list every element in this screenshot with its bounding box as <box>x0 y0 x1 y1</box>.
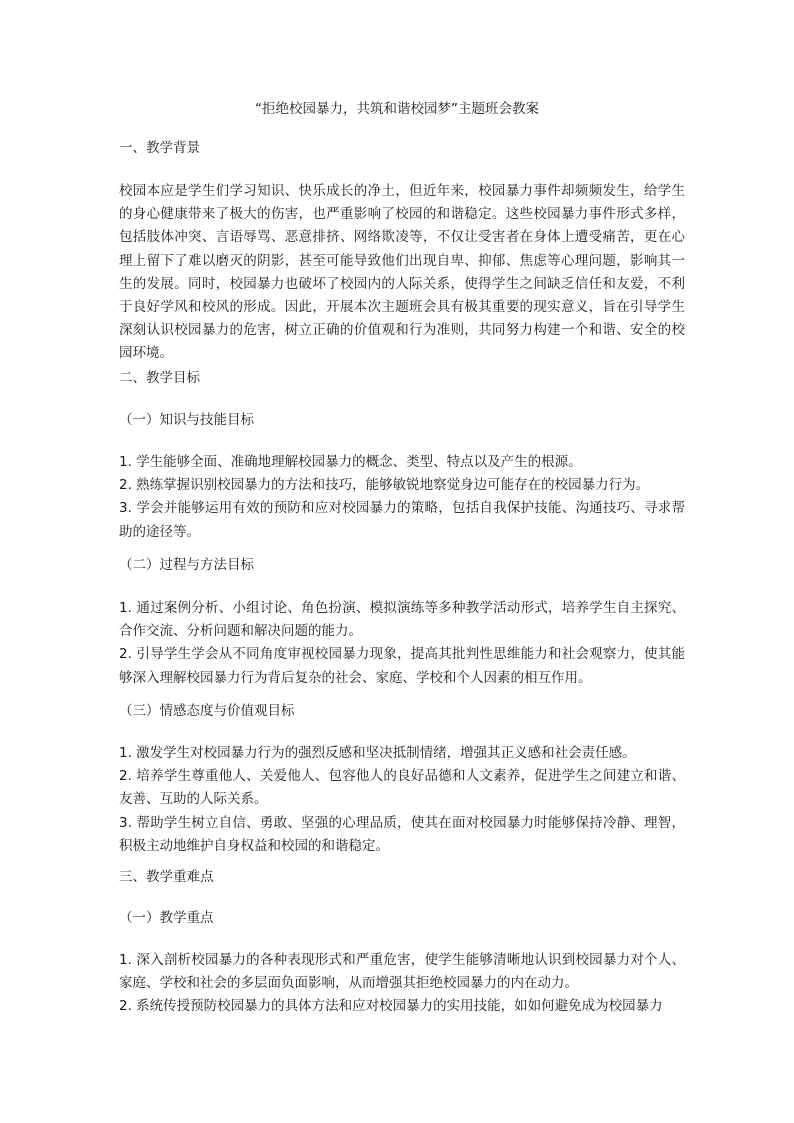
section-3-sub-1-heading: （一）教学重点 <box>119 910 214 926</box>
section-1-heading: 一、教学背景 <box>119 140 200 156</box>
list-item: 2. 系统传授预防校园暴力的具体方法和应对校园暴力的实用技能，如如何避免成为校园暴力 <box>119 998 663 1015</box>
section-3-sub-1-list <box>119 949 685 1019</box>
list-item: 2. 熟练掌握识别校园暴力的方法和技巧，能够敏锐地察觉身边可能存在的校园暴力行为。 <box>119 477 650 494</box>
document-title: “拒绝校园暴力，共筑和谐校园梦”主题班会教案 <box>255 101 539 117</box>
list-item: 3. 学会并能够运用有效的预防和应对校园暴力的策略，包括自我保护技能、沟通技巧、寻求帮助的途径等。 <box>119 500 685 540</box>
section-2-sub-3-heading: （三）情感态度与价值观目标 <box>119 703 295 719</box>
list-item: 3. 帮助学生树立自信、勇敢、坚强的心理品质，使其在面对校园暴力时能够保持冷静、理智，积极主动地维护自身权益和校园的和谐稳定。 <box>119 814 685 854</box>
section-2-sub-2-heading: （二）过程与方法目标 <box>119 557 254 573</box>
section-2-sub-2-list <box>119 597 685 690</box>
list-item: 2. 引导学生学会从不同角度审视校园暴力现象，提高其批判性思维能力和社会观察力，使其能够深入理解校园暴力行为背后复杂的社会、家庭、学校和个人因素的相互作用。 <box>119 646 685 686</box>
list-item: 1. 激发学生对校园暴力行为的强烈反感和坚决抵制情绪，增强其正义感和社会责任感。 <box>119 745 636 761</box>
list-item: 1. 深入剖析校园暴力的各种表现形式和严重危害，使学生能够清晰地认识到校园暴力对个人、家庭、学校和社会的多层面负面影响，从而增强其拒绝校园暴力的内在动力。 <box>119 952 685 992</box>
list-item: 1. 通过案例分析、小组讨论、角色扮演、模拟演练等多种教学活动形式，培养学生自主探究、合作交流、分析问题和解决问题的能力。 <box>119 600 685 640</box>
list-item: 1. 学生能够全面、准确地理解校园暴力的概念、类型、特点以及产生的根源。 <box>119 454 582 470</box>
section-2-heading: 二、教学目标 <box>119 370 200 386</box>
section-1-paragraph: 校园本应是学生们学习知识、快乐成长的净土，但近年来，校园暴力事件却频频发生，给学生的身心健康带来了极大的伤害，也严重影响了校园的和谐稳定。这些校园暴力事件形式多样，包括肢体冲突、言语辱骂、恶意排挤、网络欺凌等，不仅让受害者在身体上遭受痛苦，更在心理上留下了难以磨灭的阴影，甚至可能导致他们出现自卑、抑郁、焦虑等心理问题，影响其一生的发展。同时，校园暴力也破坏了校园内的人际关系，使得学生之间缺乏信任和友爱，不利于良好学风和校风的形成。因此，开展本次主题班会具有极其重要的现实意义，旨在引导学生深刻认识校园暴力的危害，树立正确的价值观和行为准则，共同努力构建一个和谐、安全的校园环境。 <box>119 183 685 362</box>
section-2-sub-1-heading: （一）知识与技能目标 <box>119 412 254 428</box>
section-2-sub-1-list <box>119 451 685 544</box>
list-item: 2. 培养学生尊重他人、关爱他人、包容他人的良好品德和人文素养，促进学生之间建立和谐、友善、互助的人际关系。 <box>119 768 685 808</box>
section-2-sub-3-list <box>119 742 685 858</box>
section-3-heading: 三、教学重难点 <box>119 869 214 885</box>
